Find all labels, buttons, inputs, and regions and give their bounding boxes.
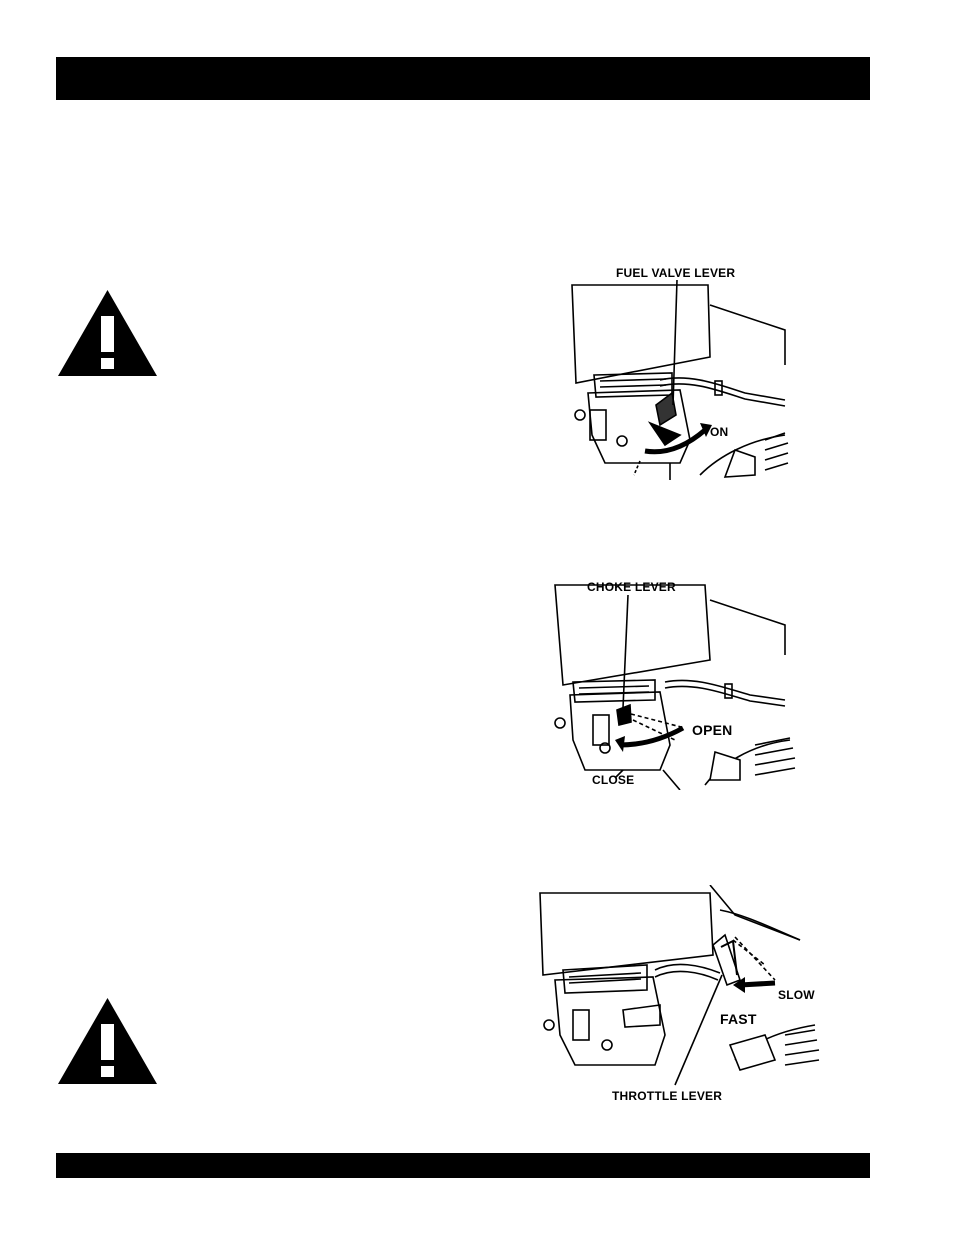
header-bar (56, 57, 870, 100)
throttle-slow-label: SLOW (778, 988, 815, 1002)
footer-bar (56, 1153, 870, 1178)
fuel-valve-on-label: ON (710, 425, 729, 439)
throttle-lever-label: THROTTLE LEVER (612, 1089, 723, 1103)
fuel-valve-figure (560, 265, 800, 490)
choke-open-label: OPEN (692, 722, 733, 738)
choke-close-label: CLOSE (592, 773, 635, 787)
warning-triangle-icon (56, 996, 159, 1086)
choke-lever-label: CHOKE LEVER (587, 580, 676, 594)
throttle-fast-label: FAST (720, 1011, 757, 1027)
warning-triangle-icon (56, 288, 159, 378)
choke-figure (545, 580, 805, 790)
fuel-valve-lever-label: FUEL VALVE LEVER (616, 266, 736, 280)
